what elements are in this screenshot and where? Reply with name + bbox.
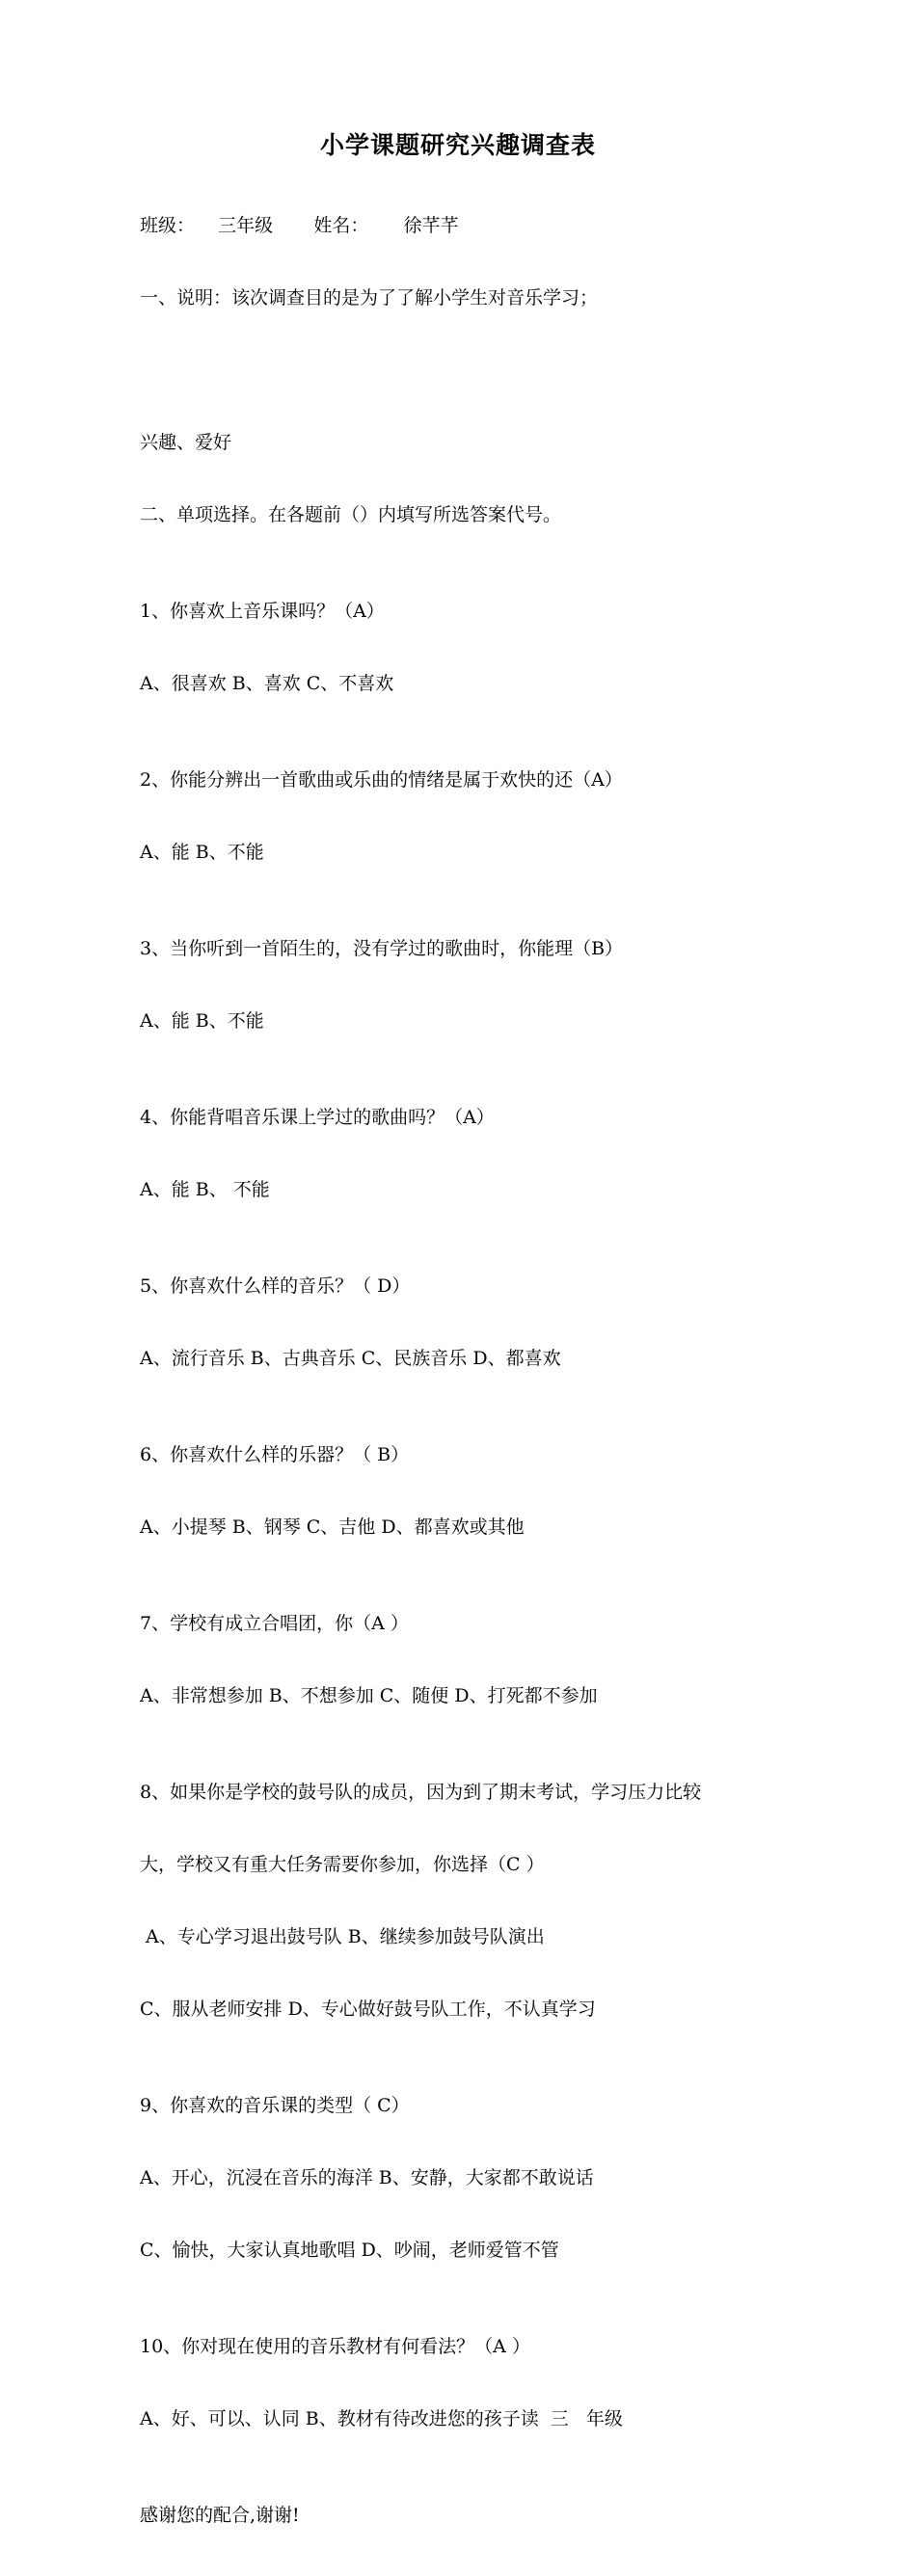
question-1: 1、你喜欢上音乐课吗？（A） [140,601,385,622]
question-4: 4、你能背唱音乐课上学过的歌曲吗？（A） [140,1107,495,1128]
question-7: 7、学校有成立合唱团，你（A ） [140,1613,409,1634]
page-title: 小学课题研究兴趣调查表 [319,131,596,159]
question-6-options: A、小提琴 B、钢琴 C、吉他 D、都喜欢或其他 [140,1516,525,1538]
survey-body [140,166,795,2576]
question-6: 6、你喜欢什么样的乐器？（ B） [140,1444,410,1465]
question-9: 9、你喜欢的音乐课的类型（ C） [140,2095,410,2116]
question-8-options-continued: C、服从老师安排 D、专心做好鼓号队工作，不认真学习 [140,1999,596,2020]
question-2-options: A、能 B、不能 [140,842,264,863]
question-1-options: A、很喜欢 B、喜欢 C、不喜欢 [140,673,394,694]
question-8-continued: 大，学校又有重大任务需要你参加，你选择（C ） [140,1854,545,1875]
question-5-options: A、流行音乐 B、古典音乐 C、民族音乐 D、都喜欢 [140,1348,561,1369]
blank-line [140,359,795,383]
question-3-options: A、能 B、不能 [140,1010,264,1032]
question-7-options: A、非常想参加 B、不想参加 C、随便 D、打死都不参加 [140,1685,598,1706]
question-8-options: A、专心学习退出鼓号队 B、继续参加鼓号队演出 [140,1926,545,1947]
question-4-options: A、能 B、 不能 [140,1179,270,1200]
intro-line-continued: 兴趣、爱好 [140,432,232,453]
question-3: 3、当你听到一首陌生的，没有学过的歌曲时，你能理（B） [140,938,624,959]
question-2: 2、你能分辨出一首歌曲或乐曲的情绪是属于欢快的还（A） [140,769,623,791]
intro-line: 一、说明：该次调查目的是为了了解小学生对音乐学习； [140,287,599,309]
section-heading: 二、单项选择。在各题前（）内填写所选答案代号。 [140,504,562,525]
question-10: 10、你对现在使用的音乐教材有何看法？（A ） [140,2336,530,2357]
question-5: 5、你喜欢什么样的音乐？（ D） [140,1275,411,1297]
closing-text: 感谢您的配合,谢谢! [140,2505,300,2526]
class-name-line: 班级： 三年级 姓名： 徐芊芊 [140,215,459,236]
question-8: 8、如果你是学校的鼓号队的成员，因为到了期末考试，学习压力比较 [140,1782,702,1803]
question-10-options: A、好、可以、认同 B、教材有待改进您的孩子读 三 年级 [140,2408,623,2429]
question-9-options: A、开心，沉浸在音乐的海洋 B、安静，大家都不敢说话 [140,2167,594,2188]
question-9-options-continued: C、愉快，大家认真地歌唱 D、吵闹，老师爱管不管 [140,2240,559,2261]
